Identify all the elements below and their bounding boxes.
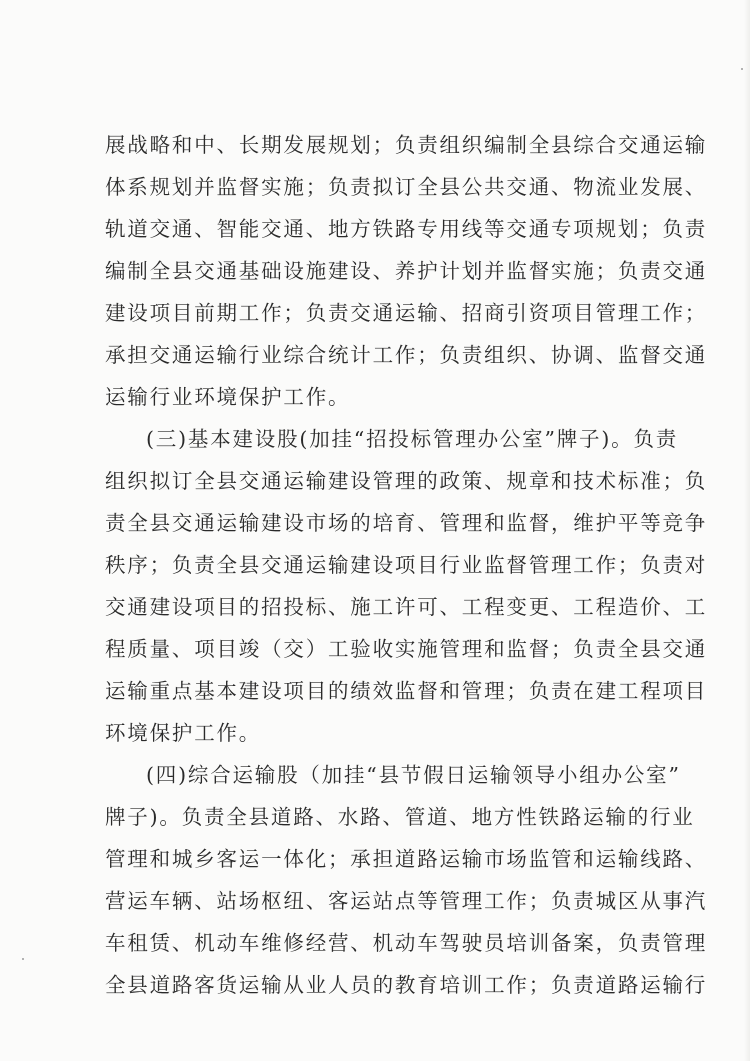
text-line: 交通建设项目的招投标、施工许可、工程变更、工程造价、工 — [105, 595, 708, 619]
text-line: 建设项目前期工作；负责交通运输、招商引资项目管理工作； — [105, 301, 708, 325]
text-line: 体系规划并监督实施；负责拟订全县公共交通、物流业发展、 — [105, 175, 708, 199]
scan-speck — [22, 958, 24, 960]
scan-speck — [741, 68, 743, 70]
text-line: 轨道交通、智能交通、地方铁路专用线等交通专项规划；负责 — [105, 217, 708, 241]
text-line: 承担交通运输行业综合统计工作；负责组织、协调、监督交通 — [105, 343, 708, 367]
text-line: 营运车辆、站场枢纽、客运站点等管理工作；负责城区从事汽 — [105, 889, 708, 913]
text-line: 环境保护工作。 — [105, 721, 262, 745]
text-line: 管理和城乡客运一体化；承担道路运输市场监管和运输线路、 — [105, 847, 708, 871]
text-line: 运输行业环境保护工作。 — [105, 385, 351, 409]
text-line: 全县道路客货运输从业人员的教育培训工作；负责道路运输行 — [105, 973, 708, 997]
text-line: (三)基本建设股(加挂“招投标管理办公室”牌子)。负责 — [146, 427, 679, 451]
text-line: (四)综合运输股（加挂“县节假日运输领导小组办公室” — [146, 763, 681, 787]
text-line: 编制全县交通基础设施建设、养护计划并监督实施；负责交通 — [105, 259, 708, 283]
scan-edge-shadow — [744, 0, 750, 1061]
text-line: 秩序；负责全县交通运输建设项目行业监督管理工作；负责对 — [105, 553, 708, 577]
text-line: 责全县交通运输建设市场的培育、管理和监督，维护平等竞争 — [105, 511, 708, 535]
text-line: 组织拟订全县交通运输建设管理的政策、规章和技术标准；负 — [105, 469, 708, 493]
text-line: 程质量、项目竣（交）工验收实施管理和监督；负责全县交通 — [105, 637, 708, 661]
text-line: 车租赁、机动车维修经营、机动车驾驶员培训备案，负责管理 — [105, 931, 708, 955]
text-line: 展战略和中、长期发展规划；负责组织编制全县综合交通运输 — [105, 133, 708, 157]
text-line: 运输重点基本建设项目的绩效监督和管理；负责在建工程项目 — [105, 679, 708, 703]
text-line: 牌子)。负责全县道路、水路、管道、地方性铁路运输的行业 — [105, 805, 695, 829]
